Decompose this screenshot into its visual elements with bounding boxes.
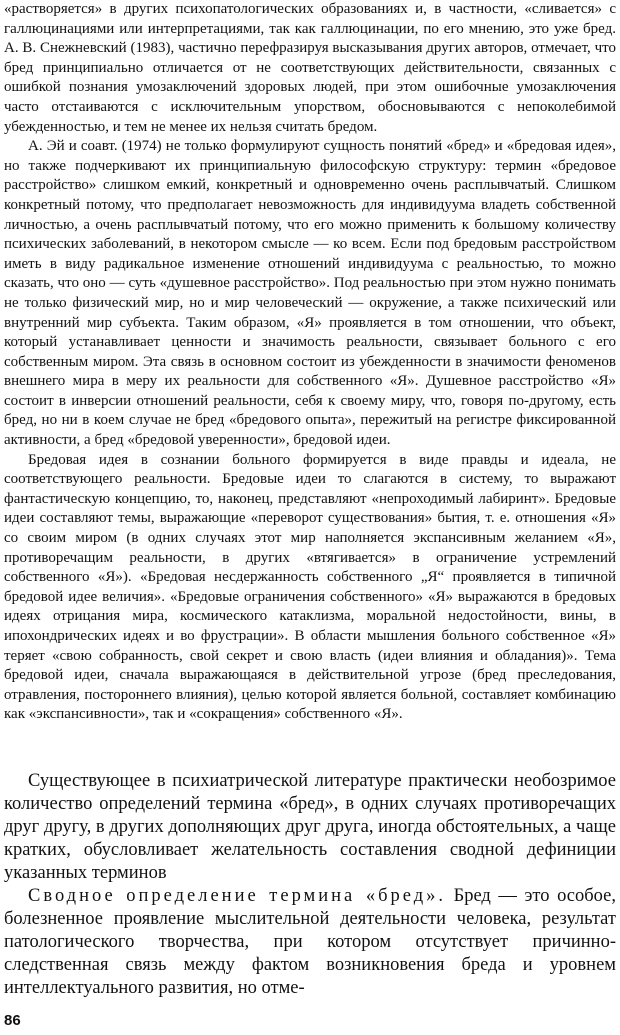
small-print-section [4, 0, 616, 725]
main-text-section [4, 770, 616, 1000]
paragraph-definitions: Существующее в психиатрической литературе практически необозримое количество определений термина «бред», в одних случаях противоречащих друг другу, в других дополняющих друг друга, иногда обстоятельных, а чаще кратких, обусловливает желательность составления сводной дефиниции указанных терминов [4, 771, 616, 883]
paragraph-continuation: «растворяется» в других психопатологических образованиях и, в частности, «сливается» с галлюцинациями или интерпретациями, так как галлюцинации, по его мнению, это уже бред. А. В. Снежневский (1983), частично перефразируя высказывания других авторов, отмечает, что бред принципиально отличается от не соответствующих действительности, связанных с ошибкой познания умозаключений здоровых людей, при этом ошибочные умозаключения часто отстаиваются с исключительным упорством, обосновываются с непоколебимой убежденностью, и тем не менее их нельзя считать бредом. [4, 1, 616, 135]
page-number: 86 [4, 1012, 21, 1029]
paragraph-delusional-idea: Бредовая идея в сознании больного формируется в виде правды и идеала, не соответствующего реальности. Бредовые идеи то слагаются в систему, то выражают фантастическую концепцию, то, наконец, представляют «непроходимый лабиринт». Бредовые идеи составляют темы, выражающие «переворот существования» бытия, т. е. отношения «Я» со своим миром (в одних случаях этот мир наполняется экспансивным желанием «Я», противоречащим реальности, в других «втягивается» в ограничение устремлений собственного «Я»). «Бредовая несдержанность собственного „Я“ проявляется в типичной бредовой идее величия». «Бредовые ограничения собственного» «Я» выражаются в бредовых идеях отрицания мира, космического катаклизма, моральной недостойности, вины, в ипохондрических идеях и во фрустрации». В области мышления больного собственное «Я» теряет «свою собранность, свой секрет и свою власть (идеи влияния и обладания)». Тема бредовой идеи, сначала выражающаяся в действительной угрозе (бред преследования, отравления, постороннего влияния), целью которой является больной, составляет комбинацию как «экспансивности», так и «сокращения» собственного «Я». [4, 451, 616, 723]
paragraph-ey: А. Эй и соавт. (1974) не только формулируют сущность понятий «бред» и «бредовая идея», но также подчеркивают их принципиальную философскую структуру: термин «бредовое расстройство» слишком емкий, конкретный и одновременно очень расплывчатый. Слишком конкретный потому, что предполагает невозможность для индивидуума владеть собственной личностью, а очень расплывчатый потому, что его можно применить к большому количеству психических заболеваний, в некотором смысле — ко всем. Если под бредовым расстройством иметь в виду радикальное изменение отношений индивидуума с реальностью, то можно сказать, что оно — суть «душевное расстройство». Под реальностью при этом нужно понимать не только физический мир, но и мир человеческий — окружение, а также психический или внутренний мир субъекта. Таким образом, «Я» проявляется в том отношении, что объект, который устанавливает ценности и значимость реальности, связывает больного с его собственным миром. Эта связь в основном состоит из убежденности в значимости феноменов внешнего мира в меру их реальности для собственного «Я». Душевное расстройство «Я» состоит в инверсии отношений реальности, себя к своему миру, что, говоря по-другому, есть бред, но ни в коем случае не бред «бредового опыта», пережитый на регистре фиксированной активности, а бред «бредовой уверенности», бредовой идеи. [4, 138, 616, 449]
summary-definition-text: Бред — это особое, болезненное проявление мыслительной деятельности человека, результат патологического творчества, при котором отсутствует причинно-следственная связь между фактом возникновения бреда и уровнем интеллектуального развития, но отме- [4, 886, 616, 998]
section-heading: Сводное определение термина «бред». [28, 886, 446, 906]
paragraph-summary-definition [4, 885, 616, 1000]
